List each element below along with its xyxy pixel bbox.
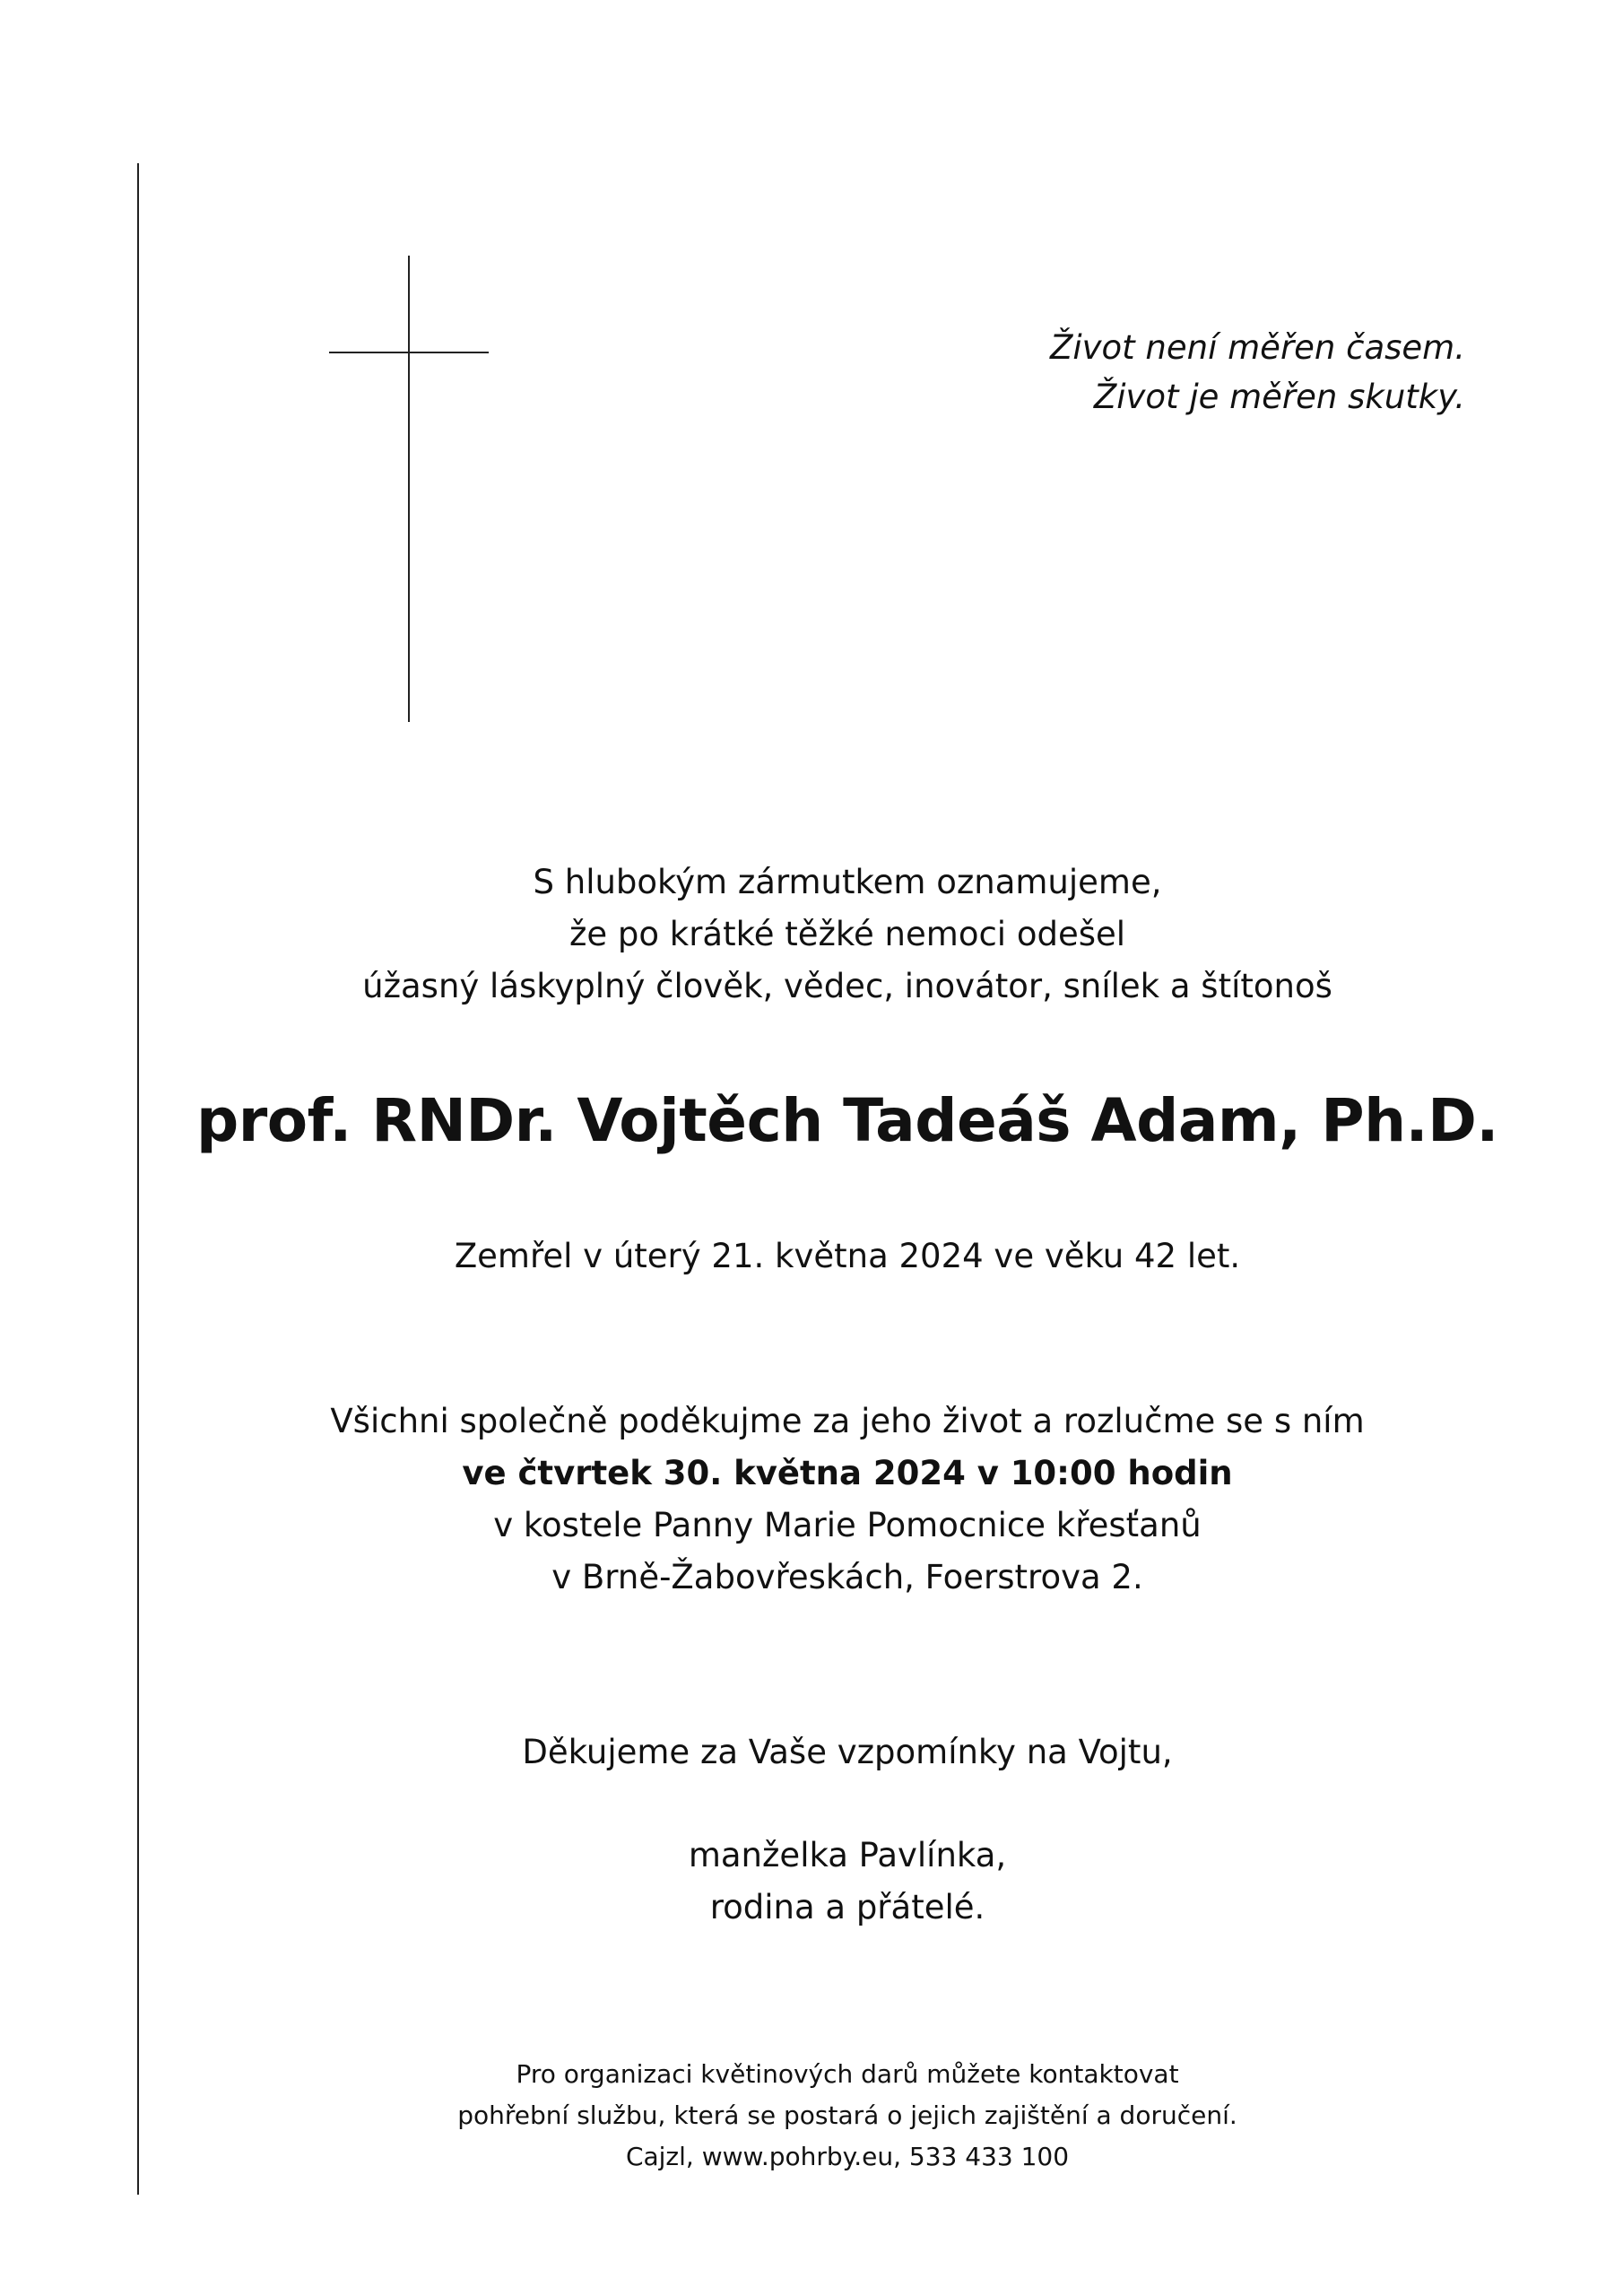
footer-contact: Cajzl, www.pohrby.eu, 533 433 100 — [625, 2142, 1070, 2171]
announcement-line-1: S hlubokým zármutkem oznamujeme, — [533, 863, 1162, 901]
cross-vertical-bar — [408, 256, 410, 722]
footer-note — [139, 2054, 1556, 2178]
motto-line-2: Život je měřen skutky. — [1093, 378, 1465, 416]
signature-line-2: rodina a přátelé. — [709, 1888, 985, 1926]
signature — [139, 1830, 1556, 1934]
ceremony-line-1: Všichni společně poděkujme za jeho život a rozlučme se s ním — [330, 1402, 1365, 1440]
ceremony-place-line-1: v kostele Panny Marie Pomocnice křesťanů — [493, 1506, 1202, 1544]
ceremony-datetime: ve čtvrtek 30. května 2024 v 10:00 hodin — [462, 1454, 1233, 1492]
ceremony-place-line-2: v Brně-Žabovřeskách, Foerstrova 2. — [551, 1558, 1143, 1596]
footer-line-1: Pro organizaci květinových darů můžete kontaktovat — [516, 2059, 1179, 2089]
footer-line-2: pohřební službu, která se postará o jejich zajištění a doručení. — [457, 2100, 1237, 2130]
announcement-line-3: úžasný láskyplný člověk, vědec, inovátor, snílek a štítonoš — [362, 967, 1332, 1005]
motto-line-1: Život není měřen časem. — [1050, 328, 1465, 367]
cross-horizontal-bar — [329, 352, 489, 353]
motto-quote — [838, 323, 1465, 422]
thanks-line: Děkujeme za Vaše vzpomínky na Vojtu, — [522, 1733, 1173, 1771]
announcement-line-2: že po krátké těžké nemoci odešel — [568, 915, 1126, 953]
death-info: Zemřel v úterý 21. května 2024 ve věku 42 let. — [454, 1237, 1241, 1275]
signature-line-1: manželka Pavlínka, — [688, 1836, 1007, 1874]
deceased-name: prof. RNDr. Vojtěch Tadeáš Adam, Ph.D. — [196, 1086, 1498, 1155]
ceremony-details — [139, 1396, 1556, 1604]
announcement — [139, 857, 1556, 1013]
